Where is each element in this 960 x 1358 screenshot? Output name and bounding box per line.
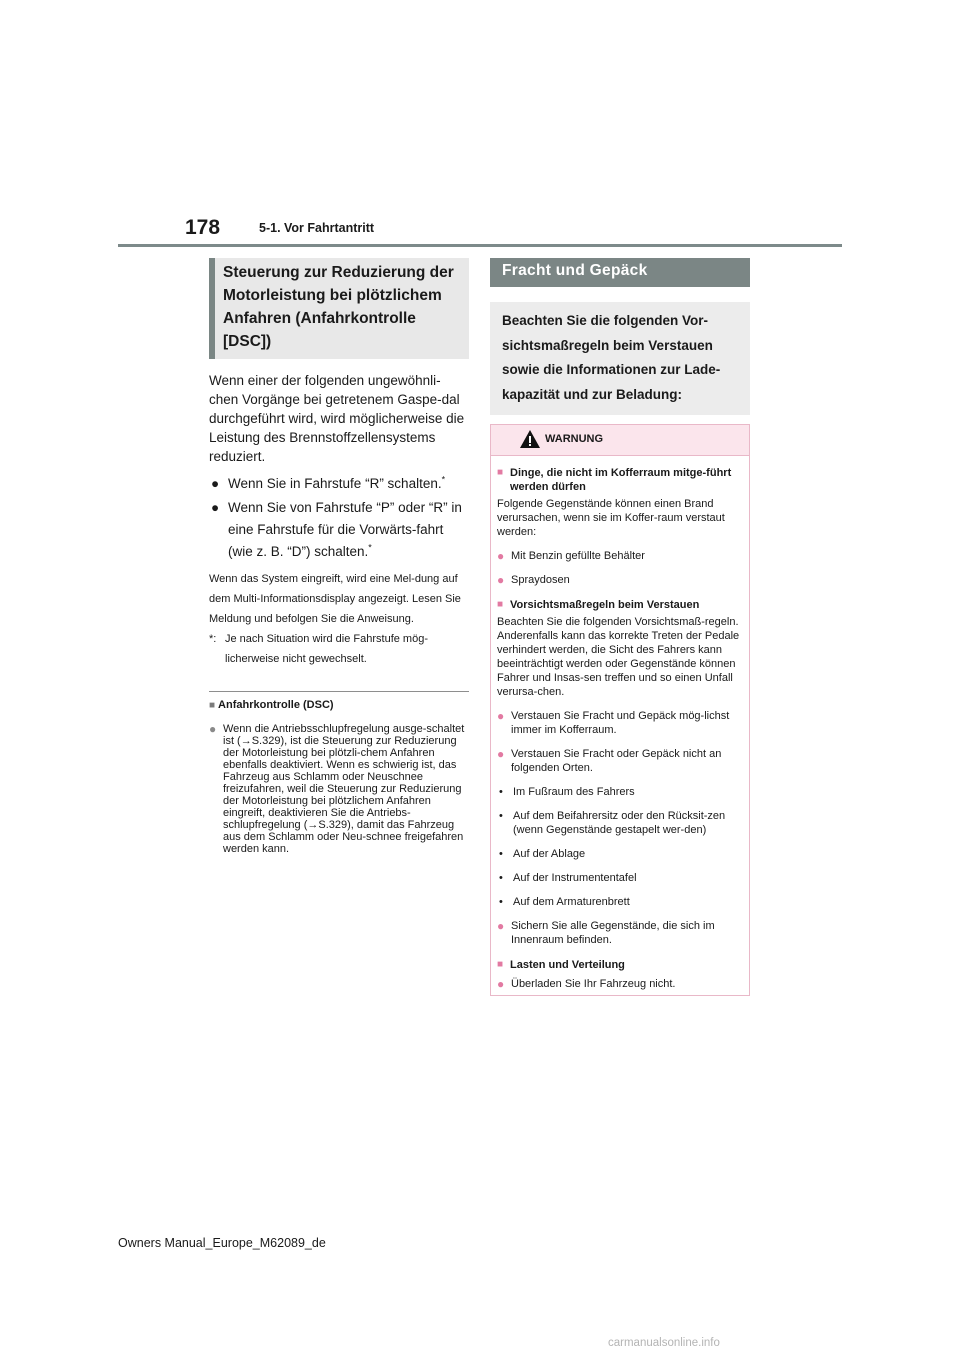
warning-text: Beachten Sie die folgenden Vorsichtsmaß-regeln. <box>497 616 739 628</box>
list-item <box>497 895 741 909</box>
footnote-star: * <box>368 542 372 553</box>
dash-bullet-icon: • <box>499 810 503 822</box>
list-item <box>497 919 741 947</box>
dash-bullet-icon: • <box>499 872 503 884</box>
note-text: Wenn die Antriebsschlupfregelung ausge-schaltet ist (→S.329), ist die Steuerung zur Reduzierung der Motorleistung bei plötzli-chem Anfahren ebenfalls deaktiviert. Wenn es schwierig ist, das Fahrzeug aus Schlamm oder Neuschnee freizufahren, weil die Steuerung zur Reduzierung der Motorleistung bei plötzlichem Anfahren eingreift, deaktivieren Sie die Antriebs-schlupfregelung (→S.329), damit das Fahrzeug aus dem Schlamm oder Neu-schnee freigefahren werden kann. <box>223 723 465 855</box>
footnote-text: Je nach Situation wird die Fahrstufe mög-licherweise nicht gewechselt. <box>225 633 428 665</box>
list-item <box>497 785 741 799</box>
item-text: Im Fußraum des Fahrers <box>513 786 635 798</box>
dash-bullet-icon: • <box>499 786 503 798</box>
footnote-star: * <box>441 474 446 485</box>
dsc-heading: Steuerung zur Reduzierung der Motorleistung bei plötzlichem Anfahren (Anfahrkontrolle [DSC]) <box>209 258 469 359</box>
list-item <box>497 747 741 775</box>
item-text: Verstauen Sie Fracht oder Gepäck nicht an folgenden Orten. <box>511 748 722 774</box>
item-text: Spraydosen <box>511 574 570 586</box>
list-item <box>497 871 741 885</box>
circle-bullet-icon: ● <box>497 709 505 723</box>
bullet-dot-icon: ● <box>211 476 220 491</box>
square-bullet-icon: ■ <box>497 959 504 970</box>
subheading-text: Lasten und Verteilung <box>510 959 625 971</box>
warning-subheading <box>497 466 741 494</box>
list-item <box>497 977 741 991</box>
warning-text: Folgende Gegenstände können einen Brand verursachen, wenn sie im Koffer-raum verstaut werden: <box>497 498 725 538</box>
list-item <box>497 573 741 587</box>
subheading-text: Vorsichtsmaßregeln beim Verstauen <box>510 599 700 611</box>
warning-text: Anderenfalls kann das korrekte Treten der Pedale verhindert werden, die Sicht des Fahrers kann beeinträchtigt werden oder Gegenstände können Fahrer und Insas-sen treffen und so einen Unfall verursa-chen. <box>497 630 740 698</box>
section-title: 5-1. Vor Fahrtantritt <box>259 221 375 235</box>
dsc-note <box>209 723 469 855</box>
warning-body <box>491 456 749 995</box>
list-item <box>209 497 469 563</box>
list-item <box>497 549 741 563</box>
footnote <box>209 629 469 669</box>
header-rule <box>118 244 842 247</box>
sub-heading-text: Anfahrkontrolle (DSC) <box>218 699 334 711</box>
dsc-bullet-list <box>209 473 469 563</box>
dsc-info: Wenn das System eingreift, wird eine Mel-dung auf dem Multi-Informationsdisplay angezeigt. Lesen Sie Meldung und befolgen Sie die Anweisung. <box>209 573 461 625</box>
footnote-mark: *: <box>209 633 217 645</box>
square-bullet-icon: ■ <box>497 599 504 610</box>
list-item <box>497 709 741 737</box>
circle-bullet-icon: ● <box>497 919 505 933</box>
item-text: Sichern Sie alle Gegenstände, die sich im Innenraum befinden. <box>511 920 715 946</box>
circle-bullet-icon: ● <box>497 747 505 761</box>
item-text: Überladen Sie Ihr Fahrzeug nicht. <box>511 978 676 990</box>
circle-bullet-icon: ● <box>497 977 505 991</box>
list-item <box>209 473 469 495</box>
bullet-text: Wenn Sie von Fahrstufe “P” oder “R” in eine Fahrstufe für die Vorwärts-fahrt (wie z. B. “D”) schalten. <box>228 500 462 559</box>
list-item <box>497 809 741 837</box>
bullet-dot-icon: ● <box>211 500 220 515</box>
square-bullet-icon: ■ <box>209 700 216 711</box>
circle-bullet-icon: ● <box>497 573 505 587</box>
dash-bullet-icon: • <box>499 896 503 908</box>
warning-subheading <box>497 958 741 972</box>
cargo-heading: Fracht und Gepäck <box>490 258 750 287</box>
item-text: Auf der Instrumententafel <box>513 872 637 884</box>
item-text: Mit Benzin gefüllte Behälter <box>511 550 645 562</box>
bullet-text: Wenn Sie in Fahrstufe “R” schalten. <box>228 476 442 491</box>
warning-label: WARNUNG <box>545 433 604 445</box>
dsc-sub-heading <box>209 698 469 713</box>
circle-bullet-icon: ● <box>209 722 217 736</box>
subheading-text: Dinge, die nicht im Kofferraum mitge-führt werden dürfen <box>510 467 732 493</box>
list-item <box>497 847 741 861</box>
circle-bullet-icon: ● <box>497 549 505 563</box>
left-column <box>209 258 469 855</box>
page-number: 178 <box>185 216 221 239</box>
item-text: Verstauen Sie Fracht und Gepäck mög-lichst immer im Kofferraum. <box>511 710 730 736</box>
divider <box>209 691 469 692</box>
cargo-intro: Beachten Sie die folgenden Vor-sichtsmaßregeln beim Verstauen sowie die Informationen zur Lade-kapazität und zur Beladung: <box>490 302 750 415</box>
right-column <box>490 258 750 996</box>
item-text: Auf dem Armaturenbrett <box>513 896 630 908</box>
item-text: Auf dem Beifahrersitz oder den Rücksit-zen (wenn Gegenstände gestapelt wer-den) <box>513 810 726 836</box>
warning-box <box>490 424 750 996</box>
warning-subheading <box>497 598 741 612</box>
watermark: carmanualsonline.info <box>608 1337 720 1349</box>
footer-text: Owners Manual_Europe_M62089_de <box>118 1236 326 1250</box>
warning-header <box>491 425 749 456</box>
square-bullet-icon: ■ <box>497 467 504 478</box>
warning-triangle-icon <box>519 429 541 449</box>
dsc-intro: Wenn einer der folgenden ungewöhnli-chen Vorgänge bei getretenem Gaspe-dal durchgeführt wird, wird möglicherweise die Leistung des Brennstoffzellensystems reduziert. <box>209 373 465 464</box>
dash-bullet-icon: • <box>499 848 503 860</box>
item-text: Auf der Ablage <box>513 848 586 860</box>
